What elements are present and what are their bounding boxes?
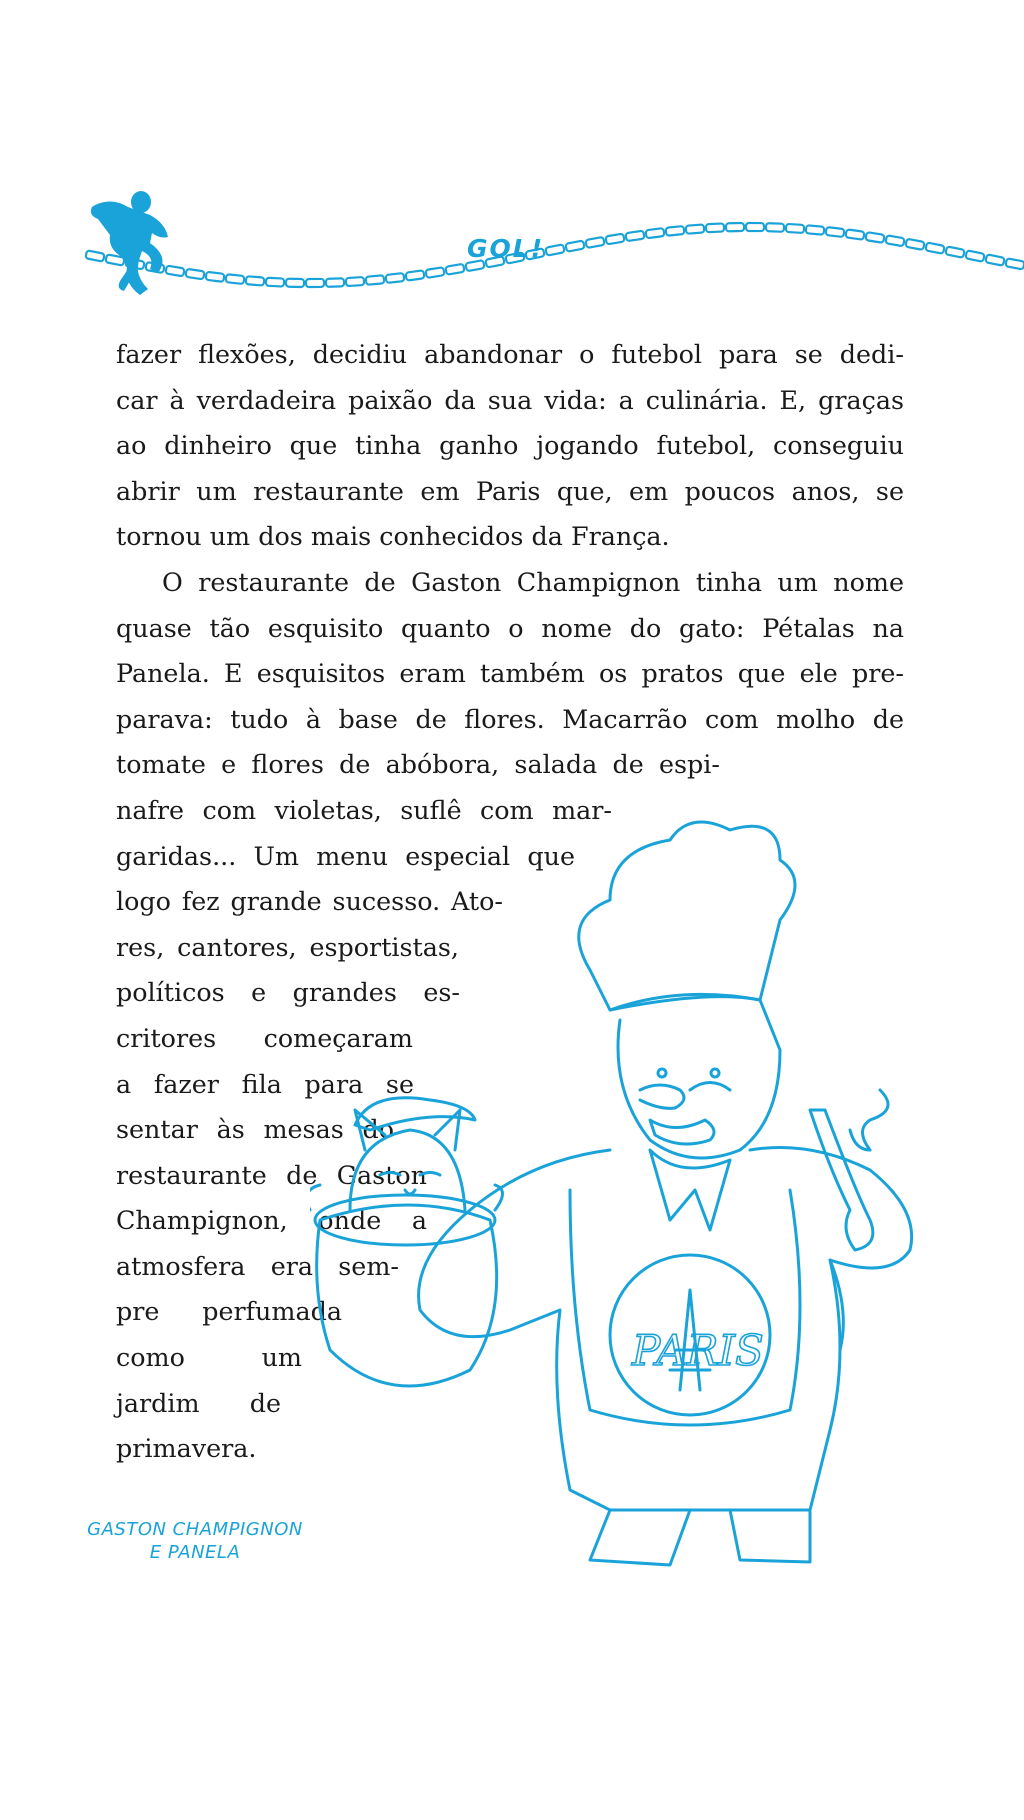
text-line: restaurante de Gaston — [116, 1159, 427, 1190]
text-line: jardim de — [116, 1387, 281, 1418]
text-line: como um — [116, 1342, 302, 1373]
text-line: tomate e flores de abóbora, salada de espi- — [116, 749, 720, 780]
text-line: O restaurante de Gaston Champignon tinha um nome — [162, 566, 904, 597]
chef-illustration — [310, 790, 970, 1580]
running-footballer-icon — [91, 191, 168, 295]
text-line: nafre com violetas, suflê com mar- — [116, 794, 612, 825]
text-line: car à verdadeira paixão da sua vida: a culinária. E, graças — [116, 384, 904, 415]
text-line: quase tão esquisito quanto o nome do gato: Pétalas na — [116, 612, 904, 643]
text-line: fazer flexões, decidiu abandonar o futebol para se dedi- — [116, 339, 904, 369]
chef-hat-icon — [579, 822, 795, 1010]
text-line: Champignon, onde a — [116, 1205, 427, 1236]
text-line: tornou um dos mais conhecidos da França. — [116, 521, 670, 552]
text-line: ao dinheiro que tinha ganho jogando futebol, conseguiu — [116, 430, 904, 461]
text-line: pre perfumada — [116, 1296, 342, 1327]
text-line: res, cantores, esportistas, — [116, 931, 459, 962]
text-line: políticos e grandes es- — [116, 977, 460, 1008]
text-line: primavera. — [116, 1433, 257, 1464]
text-line: garidas... Um menu especial que — [116, 840, 575, 871]
text-line: a fazer fila para se — [116, 1068, 414, 1099]
apron-label: PARIS — [632, 1326, 764, 1375]
illustration-caption — [60, 1518, 330, 1564]
caption-line-2: E PANELA — [149, 1542, 241, 1563]
text-line: sentar às mesas do — [116, 1114, 394, 1145]
text-line: Panela. E esquisitos eram também os pratos que ele pre- — [116, 658, 904, 689]
text-line: atmosfera era sem- — [116, 1250, 399, 1281]
caption-line-1: GASTON CHAMPIGNON — [87, 1519, 303, 1540]
text-line: logo fez grande sucesso. Ato- — [116, 886, 503, 917]
pot-icon — [317, 1205, 497, 1386]
paragraph-1 — [116, 332, 904, 560]
chapter-title: GOL! — [467, 234, 545, 263]
chapter-header — [0, 185, 1024, 325]
text-line: abrir um restaurante em Paris que, em poucos anos, se — [116, 475, 904, 506]
text-line: critores começaram — [116, 1022, 413, 1053]
text-line: parava: tudo à base de flores. Macarrão com molho de — [116, 703, 904, 734]
